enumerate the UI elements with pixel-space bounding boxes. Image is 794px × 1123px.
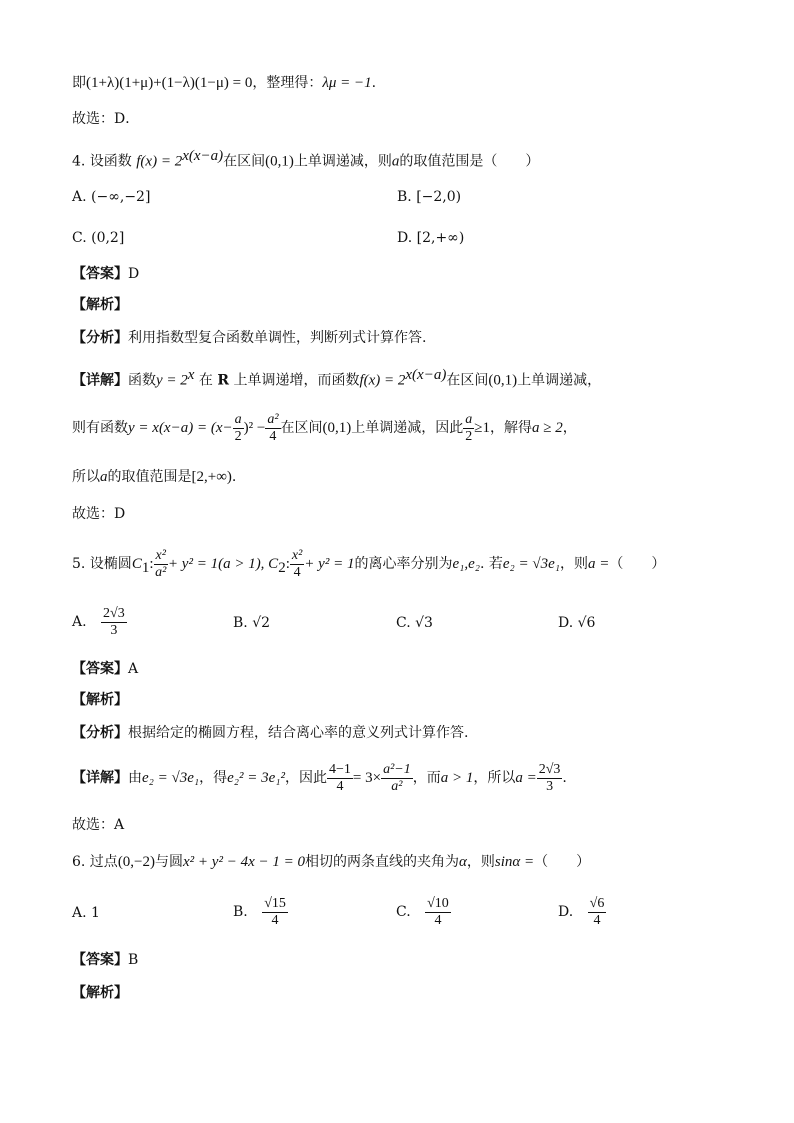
- option-label: A.: [72, 614, 87, 630]
- answer-line: [72, 264, 139, 284]
- text: 根据给定的椭圆方程，结合离心率的意义列式计算作答.: [128, 725, 469, 741]
- answer-choice-line: 故选：A: [72, 817, 125, 833]
- text: ，得: [199, 770, 228, 786]
- detail-line: [72, 467, 236, 487]
- option-a: A. (−∞,−2]: [72, 189, 151, 205]
- denominator: 4: [336, 778, 344, 794]
- option-b: [233, 894, 288, 930]
- fraction: [290, 548, 304, 581]
- formula: :: [149, 556, 154, 572]
- fraction: [463, 412, 474, 445]
- detail-label: 【详解】: [72, 770, 128, 786]
- denominator: 2: [234, 428, 242, 444]
- option-d: D. √6: [558, 615, 596, 631]
- denominator: a²: [391, 778, 403, 794]
- formula: C: [131, 556, 142, 572]
- numerator: a²−1: [383, 761, 411, 777]
- formula: sinα =: [494, 854, 535, 870]
- numerator: √6: [589, 895, 605, 911]
- formula: a: [100, 469, 108, 485]
- formula: (0,1): [265, 153, 294, 170]
- formula: (0,1): [322, 420, 352, 436]
- denominator: 4: [434, 912, 442, 928]
- formula: ≥1: [474, 420, 490, 436]
- numerator: 2√3: [538, 761, 561, 777]
- numerator: x²: [291, 547, 303, 563]
- text: （ ）: [534, 854, 591, 870]
- formula: y = 2: [156, 372, 188, 389]
- text: ，解得: [490, 420, 532, 436]
- text: 与圆: [155, 854, 184, 870]
- formula: )² −: [243, 420, 266, 436]
- denominator: 4: [293, 564, 301, 580]
- formula: e₁,e₂: [452, 556, 480, 572]
- analysis-heading: 【解析】: [72, 692, 128, 708]
- text: ，所以: [473, 770, 516, 786]
- option-a: A. 1: [72, 905, 100, 921]
- formula: y = x(x−a) = (x−: [128, 420, 233, 436]
- text: （ ）: [609, 556, 666, 572]
- analysis-heading: 【解析】: [72, 297, 128, 313]
- text: 的取值范围是: [107, 469, 192, 485]
- formula: (0,1): [488, 372, 518, 389]
- formula: + y² = 1(a > 1), C: [167, 556, 279, 572]
- text: 利用指数型复合函数单调性，判断列式计算作答.: [128, 330, 427, 346]
- fraction: [101, 606, 127, 639]
- analysis-line: [72, 723, 468, 743]
- text: 在区间: [446, 372, 489, 389]
- formula: (1+λ)(1+μ)+(1−λ)(1−μ) = 0: [86, 75, 253, 91]
- formula: a ≥ 2: [532, 420, 563, 436]
- formula: [2,+∞): [191, 469, 232, 485]
- numerator: √15: [264, 895, 286, 911]
- formula-sup: x: [187, 367, 195, 383]
- denominator: 2: [465, 428, 473, 444]
- formula: = 3×: [352, 770, 382, 786]
- text: 相切的两条直线的夹角为: [304, 854, 459, 870]
- formula: a =: [587, 556, 610, 572]
- text: . 若: [479, 556, 503, 572]
- answer-line: [72, 659, 138, 679]
- text: 上单调递减，: [517, 372, 602, 389]
- text: 所以: [72, 469, 100, 485]
- formula: a: [391, 153, 400, 170]
- answer-value: B: [128, 952, 139, 968]
- text: 上单调递减，因此: [351, 420, 464, 436]
- option-b: B. [−2,0): [397, 189, 462, 205]
- detail-line: [72, 365, 601, 391]
- text: ，因此: [284, 770, 327, 786]
- formula: λμ = −1: [322, 75, 372, 91]
- analysis-label: 【分析】: [72, 725, 128, 741]
- option-label: C.: [396, 904, 411, 920]
- text: 6. 过点: [72, 854, 118, 870]
- formula: R: [217, 372, 229, 389]
- text: ，则: [466, 854, 495, 870]
- text: 上单调递减，则: [293, 153, 392, 170]
- answer-value: A: [128, 661, 139, 677]
- analysis-heading: 【解析】: [72, 985, 128, 1001]
- answer-choice-line: 故选：D: [72, 506, 126, 522]
- text: 在区间: [223, 153, 266, 170]
- fraction: [327, 762, 353, 795]
- text: 由: [128, 770, 142, 786]
- text: 的离心率分别为: [354, 556, 453, 572]
- option-d: D. [2,+∞): [397, 230, 465, 246]
- fraction: [265, 412, 280, 445]
- question-5: [72, 546, 665, 586]
- numerator: a²: [267, 411, 279, 427]
- text-line: [72, 73, 376, 93]
- answer-value: D: [128, 266, 140, 282]
- denominator: a²: [155, 564, 167, 580]
- text: ，整理得：: [252, 75, 323, 91]
- question-6: [72, 852, 590, 872]
- text: ，而: [412, 770, 441, 786]
- detail-line: [72, 410, 577, 446]
- denominator: 4: [271, 912, 279, 928]
- text: ，则: [559, 556, 588, 572]
- formula-sup: x(x−a): [405, 367, 447, 383]
- formula: x² + y² − 4x − 1 = 0: [183, 854, 305, 870]
- text: 在区间: [280, 420, 323, 436]
- formula: :: [285, 556, 290, 572]
- denominator: 4: [269, 428, 277, 444]
- detail-label: 【详解】: [72, 372, 128, 389]
- option-d: [558, 894, 606, 930]
- fraction: [537, 762, 563, 795]
- formula: (0,−2): [117, 854, 156, 870]
- formula-sub: 1: [141, 559, 150, 576]
- option-b: B. √2: [233, 615, 271, 631]
- numerator: x²: [155, 547, 166, 563]
- fraction: [154, 548, 168, 581]
- formula: + y² = 1: [304, 556, 355, 572]
- answer-label: 【答案】: [72, 952, 128, 968]
- text: .: [231, 469, 237, 485]
- formula: e₂ = √3e₁: [142, 770, 200, 786]
- answer-line: [72, 950, 138, 970]
- option-c: [396, 894, 451, 930]
- numerator: a: [465, 411, 473, 427]
- text: 5. 设椭圆: [72, 556, 132, 572]
- text: .: [562, 770, 567, 786]
- text: ，: [562, 420, 577, 436]
- numerator: 2√3: [103, 605, 125, 621]
- formula: a =: [515, 770, 537, 786]
- detail-line: [72, 760, 567, 796]
- formula: a > 1: [440, 770, 474, 786]
- text: 即: [72, 75, 86, 91]
- formula: e₂² = 3e₁²: [227, 770, 285, 786]
- option-label: B.: [233, 904, 248, 920]
- formula: e₂ = √3e₁: [502, 556, 560, 572]
- text: 上单调递增，而函数: [233, 372, 360, 389]
- denominator: 3: [546, 778, 554, 794]
- formula: f(x) = 2: [359, 372, 406, 389]
- formula: α: [458, 854, 467, 870]
- answer-label: 【答案】: [72, 661, 128, 677]
- analysis-label: 【分析】: [72, 330, 128, 346]
- numerator: √10: [427, 895, 449, 911]
- fraction: [381, 762, 413, 795]
- option-a: [72, 604, 127, 640]
- text: 4. 设函数: [72, 153, 132, 170]
- text: 在: [198, 372, 213, 389]
- numerator: 4−1: [328, 761, 351, 777]
- answer-choice-line: 故选：D．: [72, 111, 140, 127]
- analysis-line: [72, 328, 426, 348]
- text: .: [371, 75, 377, 91]
- option-c: C. √3: [396, 615, 433, 631]
- text: 函数: [128, 372, 156, 389]
- text: 的取值范围是（ ）: [399, 153, 540, 170]
- formula: f(x) = 2: [136, 153, 183, 170]
- fraction: [588, 896, 607, 929]
- fraction: [262, 896, 288, 929]
- option-c: C. (0,2]: [72, 230, 125, 246]
- option-label: D.: [558, 904, 574, 920]
- denominator: 4: [593, 912, 601, 928]
- answer-label: 【答案】: [72, 266, 128, 282]
- numerator: a: [234, 411, 242, 427]
- question-4: [72, 146, 539, 172]
- fraction: [425, 896, 451, 929]
- text: 则有函数: [72, 420, 128, 436]
- fraction: [233, 412, 244, 445]
- formula-sup: x(x−a): [182, 148, 224, 164]
- denominator: 3: [110, 622, 118, 638]
- formula-sub: 2: [278, 559, 286, 576]
